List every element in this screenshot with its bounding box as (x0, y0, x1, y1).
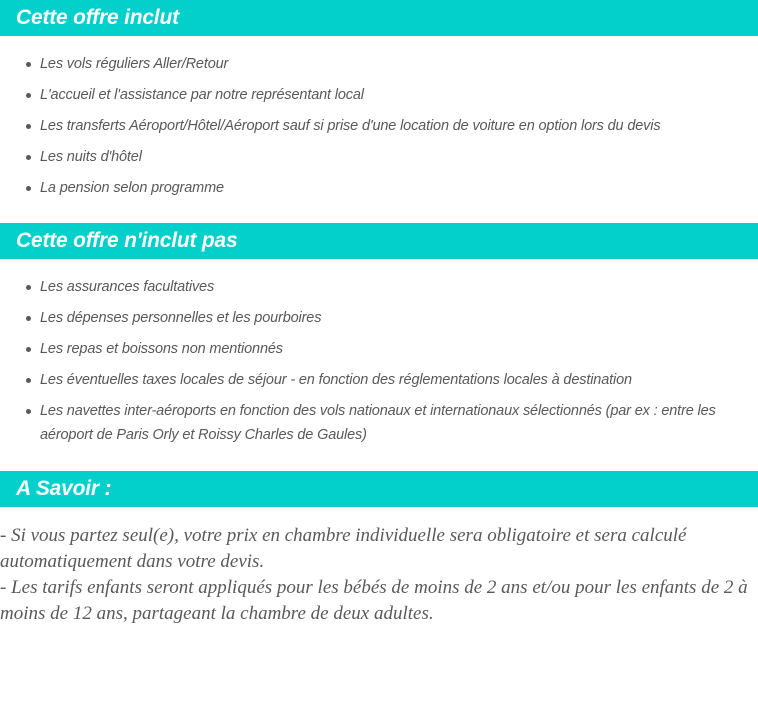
section-title-exclut: Cette offre n'inclut pas (16, 229, 238, 252)
list-item (0, 399, 758, 447)
section-title-savoir: A Savoir : (16, 477, 112, 500)
section-header-savoir (0, 471, 758, 507)
list-item-text: Les nuits d'hôtel (40, 149, 142, 165)
list-item-text: La pension selon programme (40, 180, 224, 196)
good-to-know-text (0, 523, 752, 627)
list-item (0, 52, 758, 76)
good-to-know-paragraph: - Les tarifs enfants seront appliqués pour les bébés de moins de 2 ans et/ou pour les enfants de 2 à moins de 12 ans, partageant la chambre de deux adultes. (0, 577, 748, 624)
list-item (0, 176, 758, 200)
list-item (0, 114, 758, 138)
list-item (0, 275, 758, 299)
list-item-text: Les navettes inter-aéroports en fonction des vols nationaux et internationaux sélectionnés (par ex : entre les aéroport de Paris Orly et Roissy Charles de Gaules) (40, 403, 716, 443)
section-title-inclut: Cette offre inclut (16, 6, 179, 29)
list-item (0, 337, 758, 361)
excluded-list (0, 275, 758, 454)
good-to-know-paragraph: - Si vous partez seul(e), votre prix en chambre individuelle sera obligatoire et sera calculé automatiquement dans votre devis. (0, 525, 687, 572)
list-item-text: Les transferts Aéroport/Hôtel/Aéroport sauf si prise d'une location de voiture en option lors du devis (40, 118, 661, 134)
included-list (0, 52, 758, 207)
list-item-text: Les assurances facultatives (40, 279, 215, 295)
list-item-text: Les éventuelles taxes locales de séjour - en fonction des réglementations locales à destination (40, 372, 632, 388)
list-item (0, 306, 758, 330)
list-item-text: Les dépenses personnelles et les pourboires (40, 310, 322, 326)
section-header-inclut (0, 0, 758, 36)
list-item-text: Les vols réguliers Aller/Retour (40, 56, 229, 72)
list-item (0, 368, 758, 392)
list-item (0, 145, 758, 169)
list-item-text: L'accueil et l'assistance par notre représentant local (40, 87, 364, 103)
list-item-text: Les repas et boissons non mentionnés (40, 341, 283, 357)
list-item (0, 83, 758, 107)
section-header-exclut (0, 223, 758, 259)
